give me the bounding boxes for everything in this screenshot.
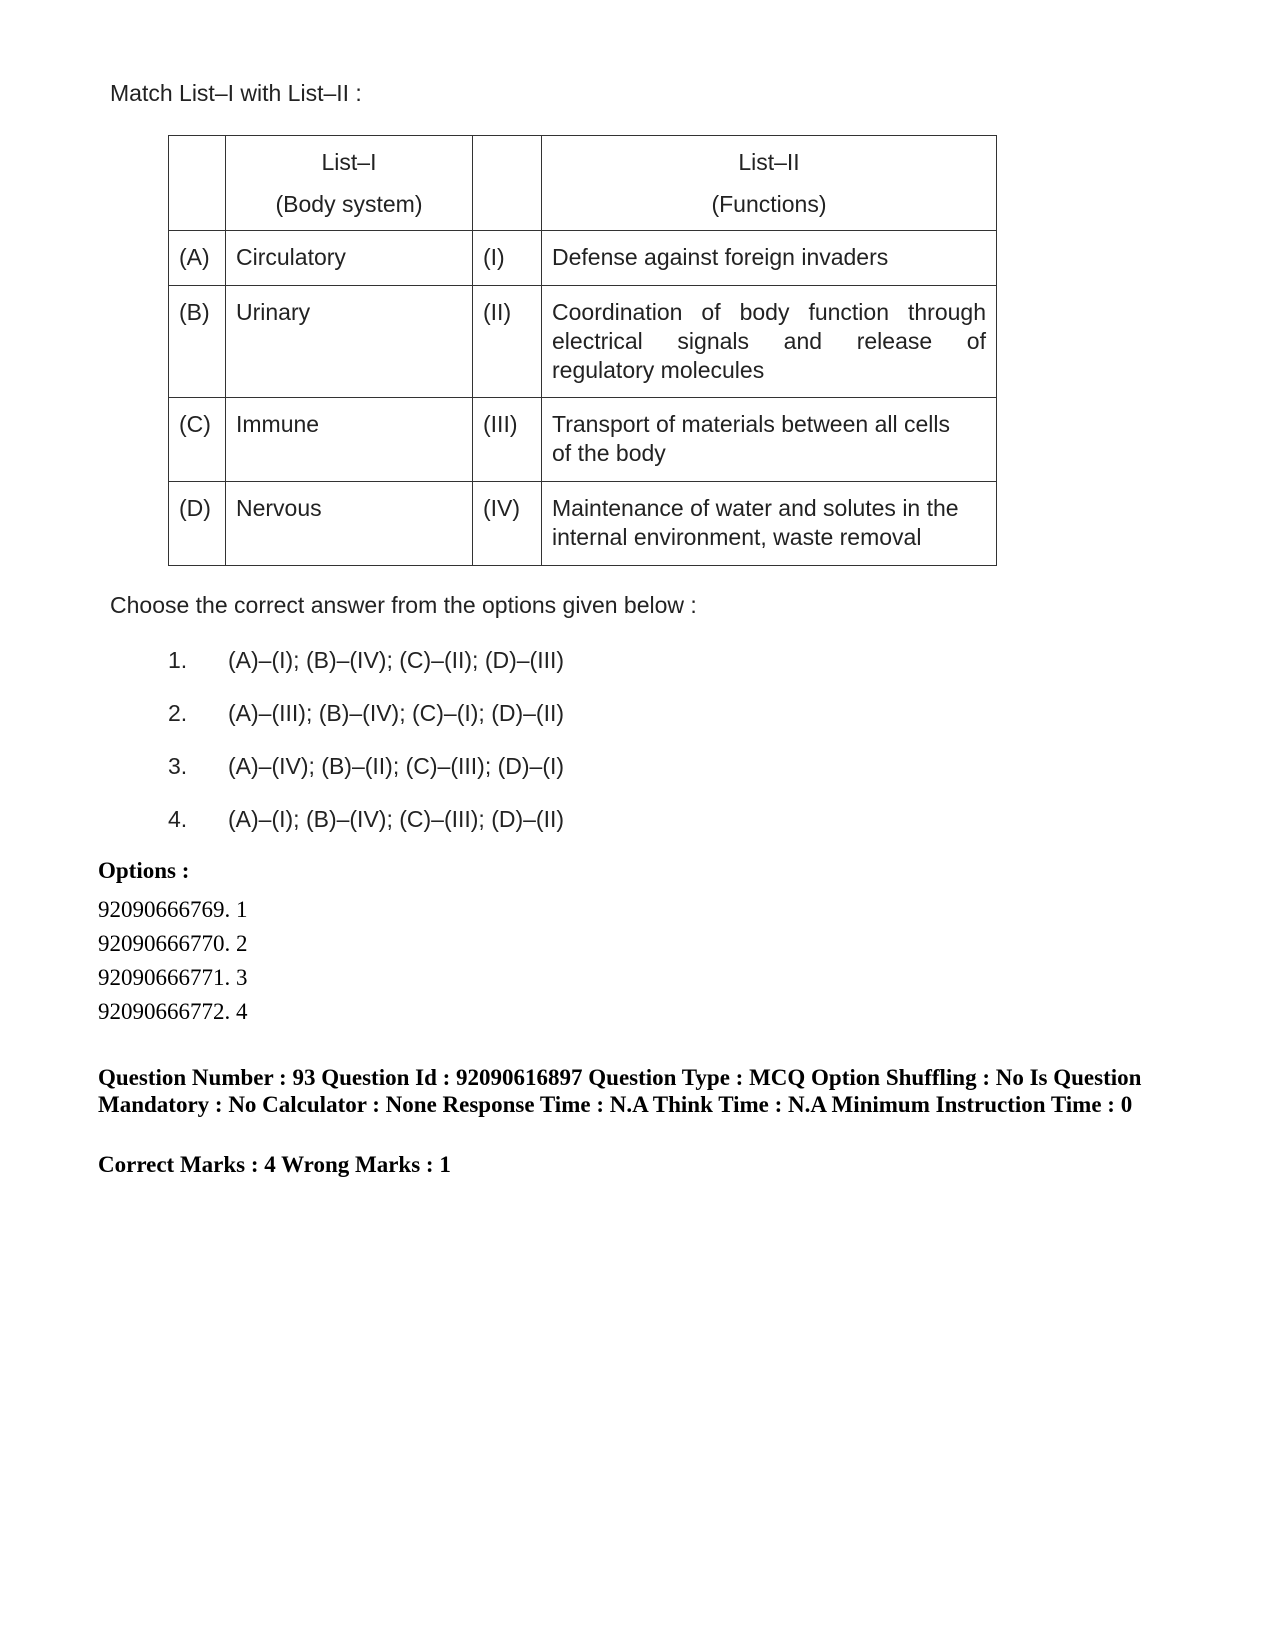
- answer-option-list: [168, 647, 564, 859]
- question-meta: Question Number : 93 Question Id : 92090616897 Question Type : MCQ Option Shuffling : No Is Question Mandatory : No Calculator : None Response Time : N.A Think Time : N.A Minimum Instruction Time : 0: [98, 1065, 1142, 1117]
- function-text: [542, 398, 997, 482]
- function-number: (IV): [473, 482, 542, 566]
- body-system: Nervous: [226, 482, 473, 566]
- list1-subtitle: (Body system): [275, 191, 423, 217]
- header-empty-cell: [473, 136, 542, 231]
- option-id-item: 92090666771. 3: [98, 965, 248, 990]
- answer-option-text: (A)–(III); (B)–(IV); (C)–(I); (D)–(II): [228, 700, 565, 726]
- option-id-item: 92090666770. 2: [98, 931, 248, 956]
- question-marks: Correct Marks : 4 Wrong Marks : 1: [98, 1152, 451, 1177]
- list2-header: [542, 136, 997, 231]
- function-line: of the body: [552, 440, 666, 466]
- answer-option-text: (A)–(IV); (B)–(II); (C)–(III); (D)–(I): [228, 753, 565, 779]
- question-intro: Match List–I with List–II :: [110, 80, 362, 106]
- header-empty-cell: [169, 136, 226, 231]
- function-line: Maintenance of water and solutes in the: [552, 495, 959, 521]
- answer-option: [168, 647, 564, 700]
- answer-option: [168, 700, 564, 753]
- table-row: [169, 398, 997, 482]
- table-row: [169, 482, 997, 566]
- option-id-item: 92090666769. 1: [98, 897, 248, 922]
- options-title: Options :: [98, 858, 190, 883]
- row-label: (A): [169, 231, 226, 286]
- function-text: [542, 231, 997, 286]
- row-label: (B): [169, 286, 226, 398]
- body-system: Urinary: [226, 286, 473, 398]
- list2-subtitle: (Functions): [711, 191, 827, 217]
- answer-option: [168, 753, 564, 806]
- answer-option: [168, 806, 564, 859]
- function-line: electrical signals and release of: [552, 328, 986, 354]
- list1-title: List–I: [321, 149, 377, 175]
- function-number: (III): [473, 398, 542, 482]
- answer-option-number: 3.: [168, 753, 188, 779]
- answer-option-text: (A)–(I); (B)–(IV); (C)–(III); (D)–(II): [228, 806, 565, 832]
- function-number: (II): [473, 286, 542, 398]
- answer-option-number: 2.: [168, 700, 188, 726]
- function-number: (I): [473, 231, 542, 286]
- function-line: Coordination of body function through: [552, 299, 986, 325]
- body-system: Immune: [226, 398, 473, 482]
- match-table: [168, 135, 997, 566]
- table-row: [169, 231, 997, 286]
- function-line: Defense against foreign invaders: [552, 244, 889, 270]
- answer-option-number: 1.: [168, 647, 188, 673]
- function-line: Transport of materials between all cells: [552, 411, 950, 437]
- choose-instruction: Choose the correct answer from the options given below :: [110, 592, 697, 618]
- function-text: [542, 482, 997, 566]
- function-line: internal environment, waste removal: [552, 524, 922, 550]
- table-header-row: [169, 136, 997, 231]
- body-system: Circulatory: [226, 231, 473, 286]
- row-label: (C): [169, 398, 226, 482]
- answer-option-text: (A)–(I); (B)–(IV); (C)–(II); (D)–(III): [228, 647, 565, 673]
- options-id-list: [98, 893, 248, 1029]
- option-id-item: 92090666772. 4: [98, 999, 248, 1024]
- function-text: [542, 286, 997, 398]
- list2-title: List–II: [738, 149, 800, 175]
- list1-header: [226, 136, 473, 231]
- table-row: [169, 286, 997, 398]
- function-line: regulatory molecules: [552, 357, 765, 383]
- row-label: (D): [169, 482, 226, 566]
- answer-option-number: 4.: [168, 806, 188, 832]
